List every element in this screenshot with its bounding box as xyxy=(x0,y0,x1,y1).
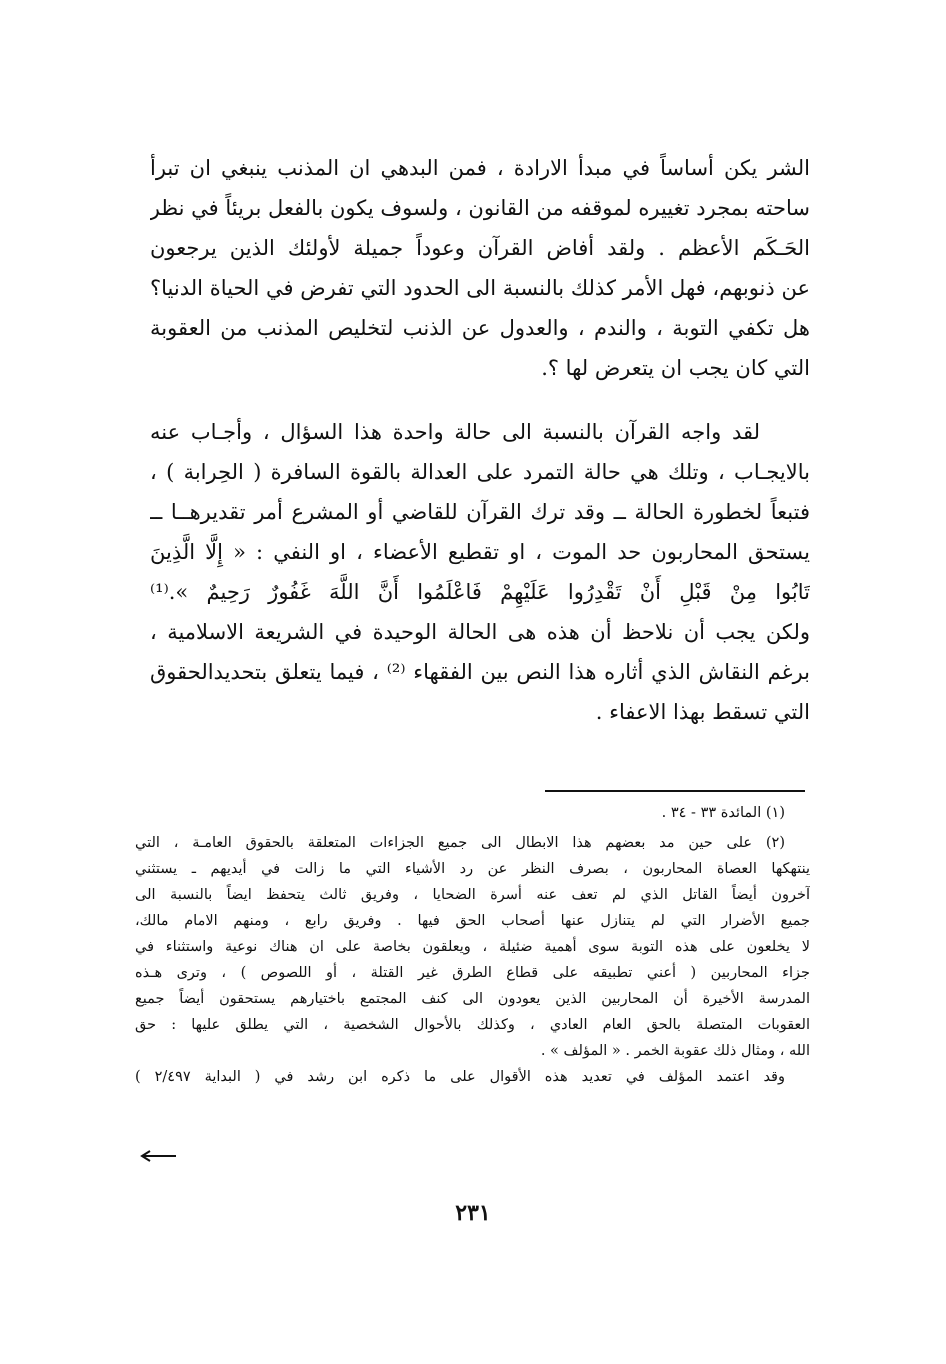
footnote-line: العقوبات المتصلة بالحق العام العادي ، وكذلك بالأحوال الشخصية ، التي يطلق عليها : حق xyxy=(135,1017,810,1033)
footnote-line: آخرون أيضاً القاتل الذي لم تعف عنه أسرة الضحايا ، وفريق ثالث يتحفظ ايضاً بالنسبة الى xyxy=(135,887,810,903)
paragraph-2 xyxy=(150,412,810,732)
quran-verse-line: تَابُوا مِنْ قَبْلِ أَنْ تَقْدِرُوا عَلَيْهِمْ فَاعْلَمُوا أَنَّ اللَّهَ غَفُورٌ رَحِيمٌ ».⁽¹⁾ xyxy=(150,580,810,604)
text-line: فتبعاً لخطورة الحالة ــ وقد ترك القرآن للقاضي أو المشرع أمر تقديرهــا ــ xyxy=(150,500,810,524)
paragraph-1 xyxy=(150,148,810,388)
footnote-line: جميع الأضرار التي لم يتنازل عنها أصحاب الحق فيها . وفريق رابع ، ومنهم الامام مالك، xyxy=(135,913,810,929)
main-text xyxy=(150,148,810,732)
text-line: التي كان يجب ان يتعرض لها ؟. xyxy=(541,356,810,380)
footnote-line: ينتهكها العصاة المحاربون ، بصرف النظر عن رد الأشياء التي ما زالت في أيديهم ـ يستثني xyxy=(135,861,810,877)
footnote-1: (١) المائدة ٣٣ - ٣٤ . xyxy=(661,805,785,821)
text-line: الحَـكَم الأعظم . ولقد أفاض القرآن وعوداً جميلة لأولئك الذين يرجعون xyxy=(150,236,810,260)
text-line: ساحته بمجرد تغييره لموقفه من القانون ، ولسوف يكون بالفعل بريئاً في نظر xyxy=(150,196,810,220)
page-number: ٢٣١ xyxy=(455,1200,491,1226)
footnote-divider xyxy=(545,790,805,792)
footnote-line: الله ، ومثال ذلك عقوبة الخمر . « المؤلف » . xyxy=(540,1043,810,1059)
continued-arrow-icon xyxy=(138,1150,178,1162)
text-line: يستحق المحاربون حد الموت ، او تقطيع الأعضاء ، او النفي : « إِلَّا الَّذِينَ xyxy=(150,540,810,564)
text-line: عن ذنوبهم، فهل الأمر كذلك بالنسبة الى الحدود التي تفرض في الحياة الدنيا؟ xyxy=(150,276,810,300)
footnote-line: جزاء المحاربين ( أعني تطبيقه على قطاع الطرق غير القتلة ، أو اللصوص ) ، وترى هـذه xyxy=(135,965,810,981)
footnote-line: لا يخلعون على هذه التوبة سوى أهمية ضئيلة ، ويعلقون بخاصة على ان هناك نوعية واستثناء في xyxy=(135,939,810,955)
footnote-2 xyxy=(135,830,810,1064)
text-line: التي تسقط بهذا الاعفاء . xyxy=(595,700,810,724)
text-line: الشر يكن أساساً في مبدأ الارادة ، فمن البدهي ان المذنب ينبغي ان تبرأ xyxy=(150,156,810,180)
text-line: ولكن يجب أن نلاحظ أن هذه هى الحالة الوحيدة في الشريعة الاسلامية ، xyxy=(150,620,810,644)
footnotes xyxy=(135,800,810,1090)
footnote-source: وقد اعتمد المؤلف في تعديد هذه الأقوال على ما ذكره ابن رشد في ( البداية ٢/٤٩٧ ) xyxy=(135,1069,785,1085)
footnote-line: المدرسة الأخيرة أن المحاربين الذين يعودون الى كنف المجتمع باختيارهم يستحقون أيضاً جميع xyxy=(135,991,810,1007)
text-line: بالايجـاب ، وتلك هي حالة التمرد على العدالة بالقوة السافرة ( الحِرابة ) ، xyxy=(150,460,810,484)
footnote-line: (٢) على حين مد بعضهم هذا الابطال الى جميع الجزاءات المتعلقة بالحقوق العامـة ، التي xyxy=(135,835,785,851)
text-line: هل تكفي التوبة ، والندم ، والعدول عن الذنب لتخليص المذنب من العقوبة xyxy=(150,316,810,340)
text-line: لقد واجه القرآن بالنسبة الى حالة واحدة هذا السؤال ، وأجـاب عنه xyxy=(150,420,760,444)
text-line: برغم النقاش الذي أثاره هذا النص بين الفقهاء ⁽²⁾ ، فيما يتعلق بتحديدالحقوق xyxy=(150,660,810,684)
